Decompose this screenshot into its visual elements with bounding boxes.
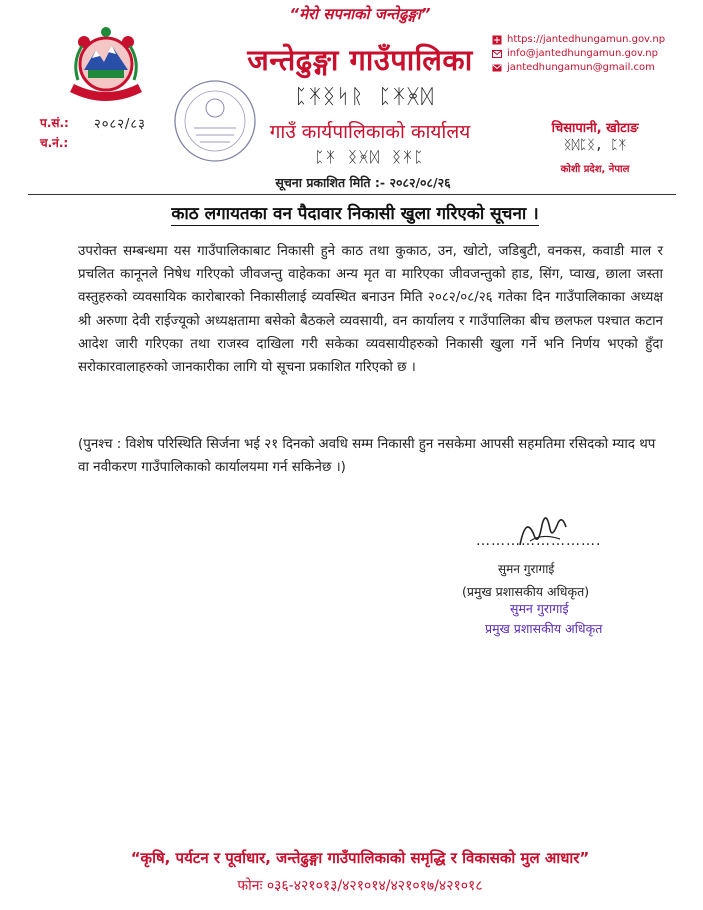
- ref-label-cn: च.नं.:: [40, 136, 69, 150]
- footer-phone: फोनः ०३६-४२१०१३/४२१०१४/४२१०१७/४२१०१८: [237, 878, 483, 894]
- header-slogan: “मेरो सपनाको जन्तेढुङ्गा”: [289, 5, 431, 23]
- stamp-seal-icon: [172, 78, 258, 164]
- ref-label-ps: प.सं.:: [40, 116, 69, 130]
- website-text[interactable]: https://jantedhungamun.gov.np: [507, 34, 666, 45]
- gmail-line[interactable]: [492, 62, 655, 73]
- gmail-icon: [492, 63, 502, 73]
- gmail-text[interactable]: jantedhungamun@gmail.com: [507, 62, 655, 73]
- publish-date: सूचना प्रकाशित मिति :- २०८२/०८/२६: [275, 175, 451, 190]
- signatory-name: सुमन गुरागाई: [498, 562, 555, 576]
- notice-body: उपरोक्त सम्बन्धमा यस गाउँपालिकाबाट निकासी हुने काठ तथा कुकाठ, उन, खोटो, जडिबुटी, वनकस, कवाडी माल र प्रचलित कानूनले निषेध गरिएको जीवजन्तु वाहेकका अन्य मृत वा मारिएका जीवजन्तुको हाड, सिंग, प्वाख, छाला जस्ता वस्तुहरुको व्यवसायिक कारोबारको निकासीलाई व्यवस्थित बनाउन मिति २०८२/०८/२६ गतेका दिन गाउँपालिकाका अध्यक्ष श्री अरुणा देवी राईज्यूको अध्यक्षतामा बसेको बैठकले व्यवसायी, वन कार्यालय र गाउँपालिका बीच छलफल पश्चात कटान आदेश जारी गरिएका तथा राजस्व दाखिला गरी सकेका व्यवसायीहरुको निकासी खुला गर्ने भनि निर्णय भएको हुँदा सरोकारवालाहरुको जानकारीका लागि यो सूचना प्रकाशित गरिएको छ ।: [78, 244, 663, 376]
- signature-dots: …………………….: [476, 533, 602, 549]
- mail-icon: [492, 49, 502, 59]
- municipality-name: जन्तेढुङ्गा गाउँपालिका: [247, 43, 473, 77]
- header-divider: [28, 194, 676, 195]
- stamp-name: सुमन गुरागाई: [510, 601, 569, 616]
- address-line-3: कोशी प्रदेश, नेपाल: [560, 164, 630, 175]
- runic-office: ᛈᛡ ᛝᚸᛞ ᛝᛡᛈ: [314, 148, 426, 166]
- address-line-2: ᛝᛞᛈᛝ, ᛈᛡ: [563, 138, 627, 153]
- footer-slogan: “कृषि, पर्यटन र पूर्वाधार, जन्तेढुङ्गा गाउँपालिकाको समृद्धि र विकासको मुल आधार”: [130, 849, 590, 867]
- notice-note: (पुनश्च : विशेष परिस्थिति सिर्जना भई २१ दिनको अवधि सम्म निकासी हुन नसकेमा आपसी सहमतिमा रसिदको म्याद थप वा नवीकरण गाउँपालिकाको कार्यालयमा गर्न सकिनेछ ।): [78, 437, 656, 475]
- notice-title-text: काठ लगायतका वन पैदावार निकासी खुला गरिएको सूचना ।: [171, 204, 539, 224]
- globe-icon: [492, 35, 502, 45]
- notice-title: [60, 201, 650, 224]
- office-stamp: [172, 78, 258, 164]
- signatory-role: (प्रमुख प्रशासकीय अधिकृत): [462, 584, 590, 599]
- email-text[interactable]: info@jantedhungamun.gov.np: [507, 48, 658, 59]
- stamp-role: प्रमुख प्रशासकीय अधिकृत: [485, 621, 603, 636]
- emblem-icon: [58, 22, 154, 110]
- runic-name: ᛈᛡᛝᛋᚱ ᛈᛡᚸᛞ: [294, 84, 436, 108]
- email-line[interactable]: [492, 48, 658, 59]
- office-name: गाउँ कार्यपालिकाको कार्यालय: [269, 121, 471, 143]
- government-emblem: [58, 22, 154, 110]
- address-line-1: चिसापानी, खोटाङ: [551, 121, 639, 136]
- ref-value-ps: २०८२/८३: [94, 117, 146, 132]
- website-line[interactable]: [492, 34, 665, 45]
